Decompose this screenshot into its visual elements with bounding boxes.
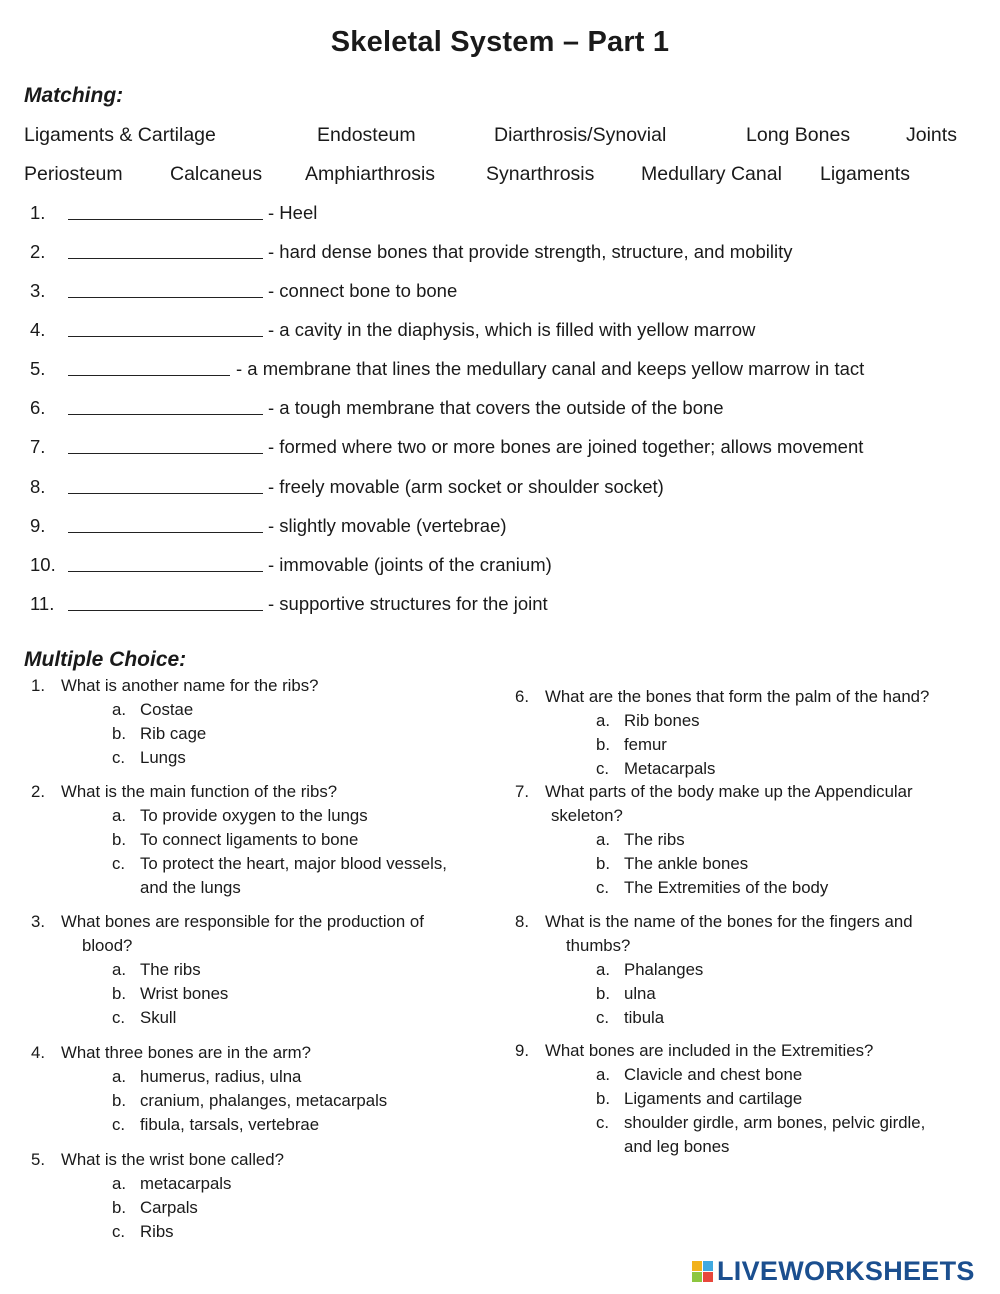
option-text: Ribs [140, 1222, 174, 1241]
option-letter: c. [596, 759, 610, 778]
option-letter: c. [112, 1115, 126, 1134]
answer-blank[interactable] [68, 532, 263, 533]
question-text: blood? [82, 936, 133, 955]
matching-item-text: - hard dense bones that provide strength, structure, and mobility [268, 241, 793, 262]
option-text: The ribs [140, 960, 201, 979]
option-text: fibula, tarsals, vertebrae [140, 1115, 320, 1134]
option-letter: a. [112, 700, 126, 719]
option-text: Rib cage [140, 724, 207, 743]
question-text: What bones are responsible for the production of [61, 912, 424, 931]
question-text: What is the wrist bone called? [61, 1150, 284, 1169]
option-text: ulna [624, 984, 656, 1003]
logo-text: LIVEWORKSHEETS [717, 1255, 975, 1286]
question-text: thumbs? [566, 936, 631, 955]
word-bank-item: Ligaments [820, 163, 910, 185]
option-text: Metacarpals [624, 759, 716, 778]
option-letter: b. [596, 984, 610, 1003]
option-text: To protect the heart, major blood vessels, [140, 854, 447, 873]
answer-blank[interactable] [68, 336, 263, 337]
word-bank-item: Amphiarthrosis [305, 163, 436, 185]
option-letter: a. [112, 1174, 126, 1193]
matching-item-number: 3. [30, 280, 46, 301]
option-text: To provide oxygen to the lungs [140, 806, 368, 825]
option-letter: a. [112, 806, 126, 825]
answer-blank[interactable] [68, 414, 263, 415]
answer-blank[interactable] [68, 375, 230, 376]
logo-square [703, 1272, 713, 1282]
option-letter: b. [112, 1091, 126, 1110]
matching-item-number: 5. [30, 358, 46, 379]
matching-heading: Matching: [24, 84, 124, 107]
option-letter: a. [112, 1067, 126, 1086]
option-text: femur [624, 735, 667, 754]
option-letter: c. [596, 878, 610, 897]
question-continued [82, 936, 132, 956]
logo-square [692, 1261, 702, 1271]
question-text: What bones are included in the Extremities? [545, 1041, 874, 1060]
option-letter: b. [112, 724, 126, 743]
multiple-choice-heading: Multiple Choice: [24, 648, 187, 671]
answer-blank[interactable] [68, 297, 263, 298]
question-continued [566, 936, 630, 956]
option-text: tibula [624, 1008, 665, 1027]
question-continued [551, 806, 623, 826]
question-number: 4. [31, 1043, 45, 1062]
question-text: skeleton? [551, 806, 623, 825]
option-text: and leg bones [624, 1137, 730, 1156]
option-letter: c. [112, 1222, 126, 1241]
question-text: What is the main function of the ribs? [61, 782, 338, 801]
option-letter: a. [112, 960, 126, 979]
option-text: The ankle bones [624, 854, 749, 873]
matching-item-number: 9. [30, 515, 46, 536]
matching-item-number: 8. [30, 476, 46, 497]
question-number: 1. [31, 676, 45, 695]
option-letter: a. [596, 960, 610, 979]
matching-item-text: - Heel [268, 202, 318, 223]
matching-item-number: 11. [30, 593, 55, 614]
matching-item-text: - freely movable (arm socket or shoulder socket) [268, 476, 664, 497]
matching-item-text: - formed where two or more bones are joined together; allows movement [268, 436, 864, 457]
matching-item-text: - a membrane that lines the medullary canal and keeps yellow marrow in tact [236, 358, 865, 379]
question-text: What parts of the body make up the Appendicular [545, 782, 913, 801]
question-number: 9. [515, 1041, 529, 1060]
option-letter: a. [596, 711, 610, 730]
question-number: 6. [515, 687, 529, 706]
option-text: and the lungs [140, 878, 241, 897]
option-text: Ligaments and cartilage [624, 1089, 803, 1108]
option-text: Wrist bones [140, 984, 229, 1003]
option-text: Rib bones [624, 711, 700, 730]
word-bank-item: Medullary Canal [641, 163, 782, 185]
option-text: Lungs [140, 748, 186, 767]
matching-item-text: - a tough membrane that covers the outside of the bone [268, 397, 724, 418]
option-letter: c. [112, 748, 126, 767]
word-bank-item: Joints [906, 124, 957, 146]
liveworksheets-logo[interactable] [692, 1254, 975, 1288]
question-text: What are the bones that form the palm of the hand? [545, 687, 930, 706]
question-text: What three bones are in the arm? [61, 1043, 311, 1062]
option-text: cranium, phalanges, metacarpals [140, 1091, 388, 1110]
answer-blank[interactable] [68, 258, 263, 259]
option-text: humerus, radius, ulna [140, 1067, 302, 1086]
word-bank-item: Calcaneus [170, 163, 263, 185]
option-letter: b. [596, 1089, 610, 1108]
question-text: What is another name for the ribs? [61, 676, 319, 695]
question-number: 2. [31, 782, 45, 801]
option-text: metacarpals [140, 1174, 232, 1193]
page-title: Skeletal System – Part 1 [330, 26, 670, 58]
matching-item-number: 7. [30, 436, 46, 457]
word-bank-item: Long Bones [746, 124, 851, 146]
question-number: 8. [515, 912, 529, 931]
option-letter: a. [596, 1065, 610, 1084]
question-text: What is the name of the bones for the fingers and [545, 912, 913, 931]
matching-item-text: - connect bone to bone [268, 280, 458, 301]
option-text: Phalanges [624, 960, 704, 979]
answer-blank[interactable] [68, 219, 263, 220]
answer-blank[interactable] [68, 453, 263, 454]
option-letter: b. [112, 984, 126, 1003]
matching-item-number: 6. [30, 397, 46, 418]
question-number: 5. [31, 1150, 45, 1169]
option-text: The ribs [624, 830, 685, 849]
option-letter: b. [596, 854, 610, 873]
matching-item-text: - supportive structures for the joint [268, 593, 548, 614]
question-number: 7. [515, 782, 529, 801]
option-letter: c. [596, 1008, 610, 1027]
option-text: Costae [140, 700, 194, 719]
option-text: Carpals [140, 1198, 198, 1217]
matching-item-number: 10. [30, 554, 56, 575]
logo-mark-icon [692, 1261, 713, 1282]
matching-item-text: - immovable (joints of the cranium) [268, 554, 552, 575]
matching-item-text: - a cavity in the diaphysis, which is filled with yellow marrow [268, 319, 756, 340]
matching-item-number: 2. [30, 241, 46, 262]
option-text: To connect ligaments to bone [140, 830, 359, 849]
word-bank-item: Ligaments & Cartilage [24, 124, 216, 146]
option-letter: a. [596, 830, 610, 849]
logo-square [692, 1272, 702, 1282]
word-bank-item: Endosteum [317, 124, 416, 146]
logo-square [703, 1261, 713, 1271]
matching-item-text: - slightly movable (vertebrae) [268, 515, 507, 536]
option-text: Skull [140, 1008, 177, 1027]
option-letter: b. [112, 1198, 126, 1217]
matching-item-number: 4. [30, 319, 46, 340]
option-letter: b. [596, 735, 610, 754]
option-text: shoulder girdle, arm bones, pelvic girdle, [624, 1113, 926, 1132]
word-bank-item: Synarthrosis [486, 163, 595, 185]
answer-blank[interactable] [68, 493, 263, 494]
word-bank-item: Diarthrosis/Synovial [494, 124, 667, 146]
question-number: 3. [31, 912, 45, 931]
answer-blank[interactable] [68, 610, 263, 611]
answer-blank[interactable] [68, 571, 263, 572]
option-letter: b. [112, 830, 126, 849]
option-text: The Extremities of the body [624, 878, 829, 897]
option-letter: c. [596, 1113, 610, 1132]
option-letter: c. [112, 1008, 126, 1027]
matching-item-number: 1. [30, 202, 46, 223]
option-letter: c. [112, 854, 126, 873]
word-bank-item: Periosteum [24, 163, 123, 185]
option-text: Clavicle and chest bone [624, 1065, 803, 1084]
